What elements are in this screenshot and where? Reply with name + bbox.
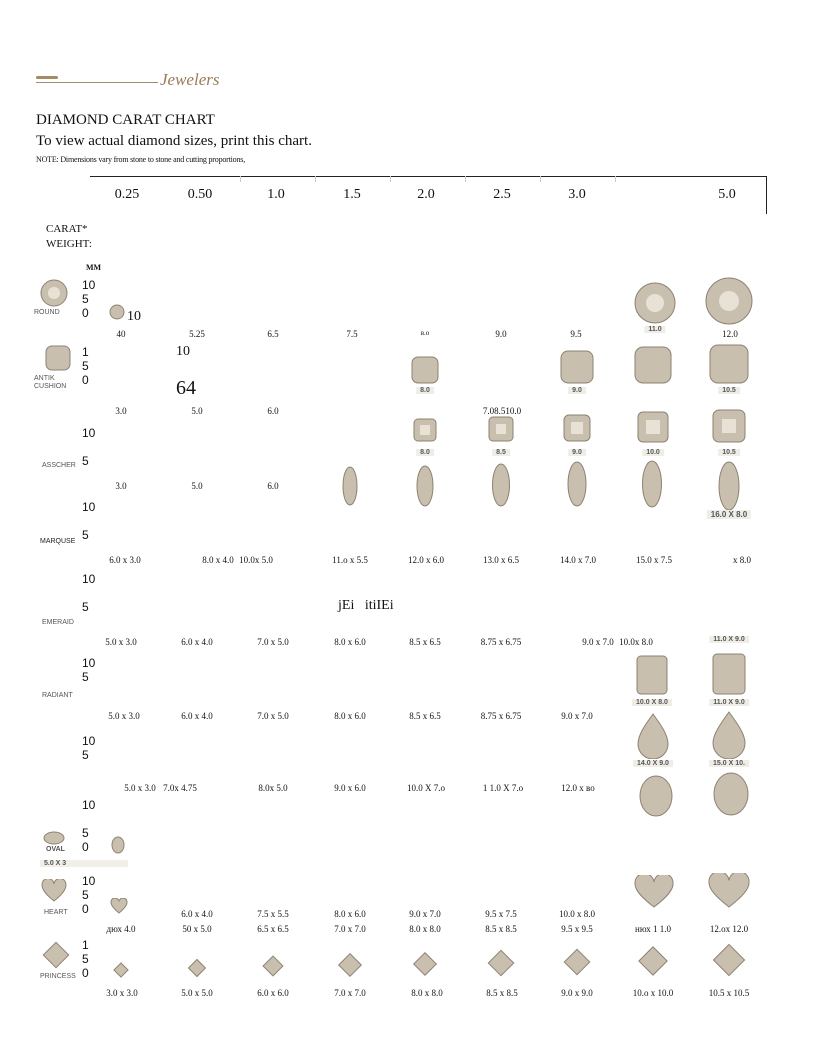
dimension: 10.0 X 7.o	[407, 783, 445, 793]
mm-scale: 10 5 0	[82, 798, 96, 854]
shape-label-asscher: ASSCHER	[42, 462, 76, 469]
dimension: 7.0 x 7.0	[334, 988, 366, 998]
size-tag: 11.0 X 9.0	[709, 636, 749, 643]
oval-diamond	[713, 772, 749, 816]
dimension: 5.0 x 3.0	[105, 637, 137, 647]
asscher-diamond	[487, 415, 515, 443]
dimension: 12.0 x 6.0	[408, 555, 444, 565]
stray-number: 10	[176, 344, 190, 359]
cushion-diamond	[411, 356, 439, 384]
dimension: 6.0 x 6.0	[257, 988, 289, 998]
carat-col-0.50: 0.50	[187, 187, 213, 202]
dimension: 5.0	[191, 481, 203, 491]
mm-scale: 10 5	[82, 426, 96, 468]
dimension: 6.5 x 6.5	[257, 924, 289, 934]
carat-col-2.5: 2.5	[493, 187, 511, 202]
dimension: 9.0 x 7.0	[582, 637, 614, 647]
princess-icon	[42, 941, 70, 969]
mm-label: MM	[86, 263, 102, 272]
mm-scale: 10 5	[82, 734, 96, 762]
dimension: 10.5 x 10.5	[708, 988, 750, 998]
dimension: 6.0 x 4.0	[181, 711, 213, 721]
dimension: 3.0	[115, 481, 127, 491]
round-diamond	[109, 304, 125, 320]
dimension: 8.0 x 4.0	[202, 555, 234, 565]
shape-label-princess: PRINCESS	[40, 973, 76, 980]
asscher-diamond	[711, 408, 747, 444]
dimension: 7.0 x 7.0	[334, 924, 366, 934]
brand-rule	[36, 82, 158, 83]
dimension: 7.5	[346, 329, 358, 339]
size-tag: 10.0	[642, 449, 664, 456]
dimension: 7.08.510.0	[482, 406, 522, 416]
dimension: 6.0 x 3.0	[109, 555, 141, 565]
size-tag: 10.0 X 8.0	[632, 699, 672, 706]
dimension: 9.0	[495, 329, 507, 339]
shape-label-round: ROUND	[34, 309, 60, 316]
dimension: 1 1.0 X 7.o	[482, 783, 524, 793]
stray-number: 10	[127, 309, 141, 324]
header-tick	[390, 176, 391, 182]
dimension: в.о	[420, 329, 430, 337]
dimension: дюх 4.0	[106, 924, 136, 934]
header-rule-end	[766, 176, 767, 214]
marquise-diamond	[642, 460, 663, 508]
antique-cushion-icon	[45, 345, 71, 371]
shape-label-heart: HEART	[44, 909, 68, 916]
dimension: 10.0x 5.0	[239, 555, 273, 565]
dimension: 6.0	[267, 481, 279, 491]
mm-scale: 10 5	[82, 500, 96, 542]
dimension: 7.0x 4.75	[163, 783, 197, 793]
dimension: 8.0 x 6.0	[334, 637, 366, 647]
dimension: 9.5 x 9.5	[561, 924, 593, 934]
cushion-diamond	[709, 344, 749, 384]
dimension: 50 x 5.0	[182, 924, 212, 934]
header-tick	[315, 176, 316, 182]
size-tag: 8.0	[416, 387, 434, 394]
carat-col-1.5: 1.5	[343, 187, 361, 202]
princess-diamond	[711, 942, 747, 978]
dimension: 10.0x 8.0	[619, 637, 653, 647]
dimension: 9.0 x 9.0	[561, 988, 593, 998]
marquise-diamond	[492, 463, 511, 507]
dimension: 9.5 x 7.5	[485, 909, 517, 919]
dimension: x 8.0	[733, 555, 751, 565]
dimension: нюх 1 1.0	[635, 924, 671, 934]
dimension: 5.0 x 3.0	[108, 711, 140, 721]
header-rule	[90, 176, 766, 177]
page-subtitle: To view actual diamond sizes, print this chart.	[36, 133, 312, 149]
dimension: 3.0 x 3.0	[106, 988, 138, 998]
carat-col-1.0: 1.0	[267, 187, 285, 202]
shape-label-antique-cushion: ANTIK CUSHION	[34, 375, 67, 390]
size-tag: 10.5	[718, 449, 740, 456]
asscher-diamond	[636, 410, 670, 444]
round-icon	[40, 279, 68, 307]
dimension: 5.0 x 5.0	[181, 988, 213, 998]
shape-label-oval: OVAL	[46, 846, 65, 853]
round-diamond	[634, 282, 676, 324]
dimension: 8.5 x 8.5	[486, 988, 518, 998]
pear-diamond	[637, 713, 669, 759]
dimension: 8.75 x 6.75	[480, 637, 522, 647]
princess-diamond	[561, 946, 593, 978]
dimension: 5.25	[189, 329, 205, 339]
dimension: 40	[116, 329, 126, 339]
dimension: 14.0 x 7.0	[560, 555, 596, 565]
dimension: 9.0 x 7.0	[409, 909, 441, 919]
emerald-text: jEi itiIEi	[338, 598, 394, 613]
dimension: 7.0 x 5.0	[257, 637, 289, 647]
dimension: 8.0 x 6.0	[334, 909, 366, 919]
size-tag: 5.0 X 3	[40, 860, 128, 867]
dimension: 5.0 x 3.0	[124, 783, 156, 793]
shape-label-radiant: RADIANT	[42, 692, 73, 699]
oval-icon	[43, 831, 65, 845]
carat-weight-label: CARAT* WEIGHT:	[46, 223, 92, 250]
oval-diamond	[111, 836, 125, 854]
dimension: 8.5 x 6.5	[409, 637, 441, 647]
dimension: 11.o x 5.5	[332, 555, 368, 565]
size-tag: 11.0 X 9.0	[709, 699, 749, 706]
size-tag: 15.0 X 10.	[709, 760, 749, 767]
marquise-diamond	[342, 466, 358, 506]
mm-scale: 10 5	[82, 572, 96, 614]
cushion-diamond	[560, 350, 594, 384]
dimension: 9.0 x 7.0	[561, 711, 593, 721]
carat-col-2.0: 2.0	[417, 187, 435, 202]
marquise-diamond	[416, 465, 434, 507]
princess-diamond	[113, 962, 129, 978]
marquise-diamond	[567, 461, 587, 507]
princess-diamond	[411, 950, 439, 978]
princess-diamond	[187, 958, 207, 978]
dimension: 8.75 x 6.75	[480, 711, 522, 721]
dimension: 8.5 x 8.5	[485, 924, 517, 934]
round-diamond	[705, 277, 753, 325]
cushion-diamond	[634, 346, 672, 384]
dimension: 8.0 x 6.0	[334, 711, 366, 721]
dimension: 6.5	[267, 329, 279, 339]
carat-col-5.0: 5.0	[718, 187, 736, 202]
mm-scale: 10 5	[82, 656, 96, 684]
dimension: 12.0 x во	[561, 783, 595, 793]
oval-diamond	[639, 775, 673, 817]
dimension: 3.0	[115, 406, 127, 416]
heart-diamond	[708, 873, 750, 909]
dimension: 8.0 x 8.0	[409, 924, 441, 934]
stray-number: 64	[176, 377, 196, 399]
mm-scale: 10 5 0	[82, 874, 96, 916]
princess-diamond	[261, 954, 285, 978]
dimension: 10.0 x 8.0	[559, 909, 595, 919]
carat-col-0.25: 0.25	[114, 187, 140, 202]
dimension: 9.0 x 6.0	[334, 783, 366, 793]
header-tick	[615, 176, 616, 182]
radiant-diamond	[712, 653, 746, 695]
size-tag: 10.5	[718, 387, 740, 394]
dimension: 12.0	[722, 329, 738, 339]
shape-label-marquise: MARQUSE	[40, 538, 76, 545]
heart-diamond	[110, 898, 128, 914]
size-tag: 16.0 X 8.0	[707, 510, 751, 519]
carat-col-3.0: 3.0	[568, 187, 586, 202]
mm-scale: 1 5 0	[82, 938, 89, 980]
dimension: 12.ox 12.0	[709, 924, 749, 934]
dimension: 6.0	[267, 406, 279, 416]
size-tag: 14.0 X 9.0	[633, 760, 673, 767]
size-tag: 11.0	[644, 326, 665, 333]
dimension: 5.0	[191, 406, 203, 416]
dimension: 9.5	[570, 329, 582, 339]
princess-diamond	[486, 948, 516, 978]
shape-label-emerald: EMERAID	[42, 619, 74, 626]
heart-diamond	[634, 875, 674, 909]
asscher-diamond	[562, 413, 592, 443]
size-tag: 9.0	[568, 449, 586, 456]
pear-diamond	[712, 711, 746, 759]
dimension: 13.0 x 6.5	[483, 555, 519, 565]
header-tick	[540, 176, 541, 182]
dimension: 8.5 x 6.5	[409, 711, 441, 721]
princess-diamond	[337, 952, 363, 978]
mm-scale: 1 5 0	[82, 345, 89, 387]
dimension: 6.0 x 4.0	[181, 637, 213, 647]
header-tick	[240, 176, 241, 182]
dimension: 10.o x 10.0	[632, 988, 674, 998]
heart-icon	[41, 879, 67, 903]
dimension: 7.0 x 5.0	[257, 711, 289, 721]
size-tag: 8.5	[492, 449, 510, 456]
asscher-diamond	[412, 417, 438, 443]
dimension: 6.0 x 4.0	[181, 909, 213, 919]
page-title: DIAMOND CARAT CHART	[36, 112, 215, 128]
dimension: 7.5 x 5.5	[257, 909, 289, 919]
dimension: 8.0 x 8.0	[411, 988, 443, 998]
header-tick	[465, 176, 466, 182]
page-note: NOTE: Dimensions vary from stone to stone and cutting proportions,	[36, 155, 245, 164]
size-tag: 8.0	[416, 449, 434, 456]
mm-scale: 10 5 0	[82, 278, 96, 320]
brand-logo: Jewelers	[160, 70, 220, 89]
size-tag: 9.0	[568, 387, 586, 394]
radiant-diamond	[636, 655, 668, 695]
dimension: 8.0x 5.0	[258, 783, 288, 793]
marquise-diamond	[718, 461, 740, 511]
dimension: 15.0 x 7.5	[636, 555, 672, 565]
princess-diamond	[636, 944, 670, 978]
brand-mark	[36, 76, 58, 79]
